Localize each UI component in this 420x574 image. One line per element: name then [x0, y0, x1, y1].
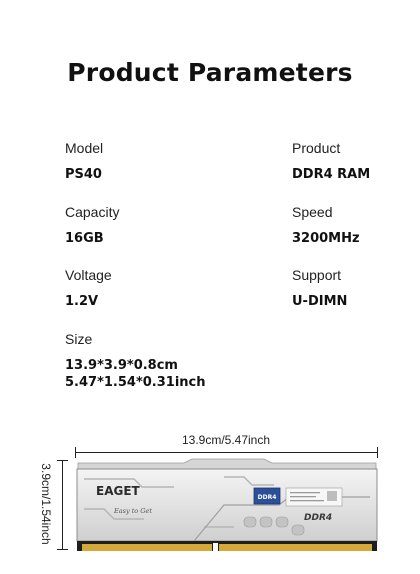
ddr4-badge-text: DDR4 [257, 494, 277, 501]
param-support [292, 267, 347, 310]
param-capacity [65, 204, 119, 247]
param-model [65, 140, 103, 183]
height-dimension-tick-top [57, 460, 68, 461]
param-capacity-label: Capacity [65, 204, 120, 220]
param-voltage-label: Voltage [65, 267, 112, 283]
param-product [292, 140, 370, 183]
param-support-value: U-DIMN [292, 294, 348, 309]
param-size [65, 331, 206, 391]
param-speed [292, 204, 360, 247]
param-size-value-inch: 5.47*1.54*0.31inch [65, 375, 206, 390]
width-dimension-line [75, 452, 378, 453]
height-dimension-label: 3.9cm/1.54inch [39, 463, 53, 545]
param-product-value: DDR4 RAM [292, 167, 371, 182]
module-slogan: Easy to Get [114, 507, 152, 515]
ram-module-image [74, 457, 380, 553]
ddr4-imprint: DDR4 [304, 513, 333, 523]
pcb-notch [213, 543, 218, 552]
height-dimension-tick-bottom [57, 549, 68, 550]
module-brand-logo: EAGET [96, 484, 140, 498]
param-capacity-value: 16GB [65, 231, 104, 246]
param-support-label: Support [292, 267, 342, 283]
param-model-label: Model [65, 140, 104, 156]
param-voltage-value: 1.2V [65, 294, 99, 309]
page-title: Product Parameters [67, 58, 353, 87]
spec-sticker-qr [327, 491, 337, 501]
param-product-label: Product [292, 140, 341, 156]
param-speed-label: Speed [292, 204, 333, 220]
height-dimension-line [62, 460, 63, 550]
param-speed-value: 3200MHz [292, 231, 360, 246]
param-size-label: Size [65, 331, 93, 347]
gold-contacts [82, 544, 372, 551]
width-dimension-label: 13.9cm/5.47inch [181, 433, 271, 447]
param-size-value-cm: 13.9*3.9*0.8cm [65, 358, 178, 373]
param-model-value: PS40 [65, 167, 102, 182]
param-voltage [65, 267, 112, 310]
